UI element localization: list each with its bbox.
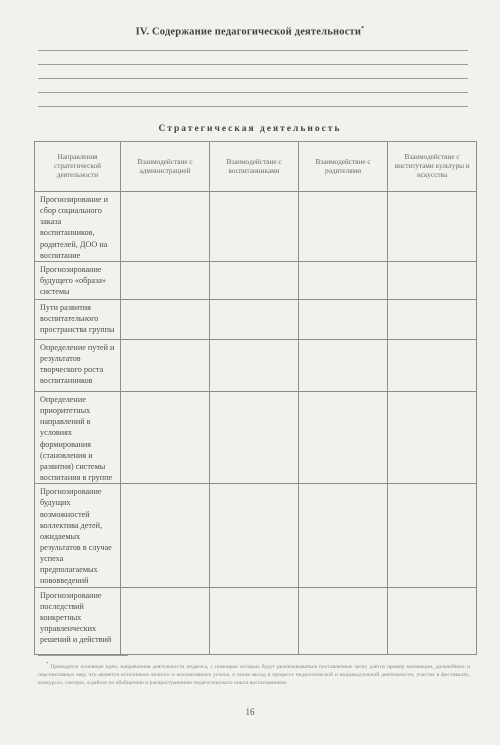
strategy-table [34,141,477,655]
table-cell [210,484,299,587]
table-cell [388,299,477,339]
table-cell [388,484,477,587]
table-cell [210,587,299,654]
row-label: Прогнозирование будущих возможностей коллектива детей, ожидаемых результатов в случае успеха предполагаемых нововведений [35,484,121,587]
row-label: Определение приоритетных направлений в условиях формирования (становления и развития) системы воспитания в группе [35,391,121,483]
row-label: Прогнозирование будущего «образа» системы [35,261,121,299]
table-cell [210,192,299,262]
table-cell [210,339,299,391]
table-row [35,192,477,262]
table-row [35,484,477,587]
footnote-marker: * [361,26,365,32]
table-cell [388,391,477,483]
table-cell [299,192,388,262]
header-directions: Направления стратегической деятельности [35,142,121,192]
table-subtitle: Стратегическая деятельность [158,124,342,134]
row-label: Пути развития воспитательного пространства группы [35,299,121,339]
footnote-marker: * [46,662,49,667]
table-cell [388,587,477,654]
table-row [35,391,477,483]
ruled-line [38,92,468,93]
table-cell [121,192,210,262]
table-cell [299,339,388,391]
header-parents: Взаимодействие с родителями [299,142,388,192]
footnote [38,662,470,687]
table-cell [121,391,210,483]
table-row [35,299,477,339]
row-label: Прогнозирование и сбор социального заказа воспитанников, родителей, ДОО на воспитание [35,192,121,262]
header-culture-institutions: Взаимодействие с институтами культуры и искусства [388,142,477,192]
table-cell [299,299,388,339]
table-cell [121,299,210,339]
ruled-line [38,106,468,107]
table-cell [299,261,388,299]
table-cell [299,587,388,654]
section-title [0,26,500,38]
section-title-text: IV. Содержание педагогической деятельности [135,26,362,38]
footnote-text: Приводятся основные идеи, направления деятельности педагога, с помощью которых будут реализовываться поставленные цели; даётся пример мотивации, дальнейших и перспективных мер; что является источником личного и коллективного успеха, а также вклад в процессе педагогической и индивидуальной деятельности, участие в фестивалях, конкурсах, смотрах, в работе по обобщению и распространению педагогического опыта воспитанников. [38,663,470,686]
ruled-line [38,78,468,79]
table-cell [388,192,477,262]
table-cell [121,339,210,391]
table-cell [299,391,388,483]
row-label: Определение путей и результатов творческого роста воспитанников [35,339,121,391]
table-row [35,261,477,299]
table-cell [121,587,210,654]
table-cell [388,261,477,299]
header-pupils: Взаимодействие с воспитанниками [210,142,299,192]
table-cell [121,484,210,587]
row-label: Прогнозирование последствий конкретных управленческих решений и действий [35,587,121,654]
table-cell [121,261,210,299]
table-cell [210,391,299,483]
table-row [35,339,477,391]
ruled-line [38,64,468,65]
table-cell [388,339,477,391]
table-cell [210,261,299,299]
footnote-rule [38,655,128,656]
table-row [35,587,477,654]
page-number: 16 [245,707,255,717]
ruled-line [38,50,468,51]
table-cell [210,299,299,339]
header-administration: Взаимодействие с администрацией [121,142,210,192]
table-cell [299,484,388,587]
table-header-row [35,142,477,192]
